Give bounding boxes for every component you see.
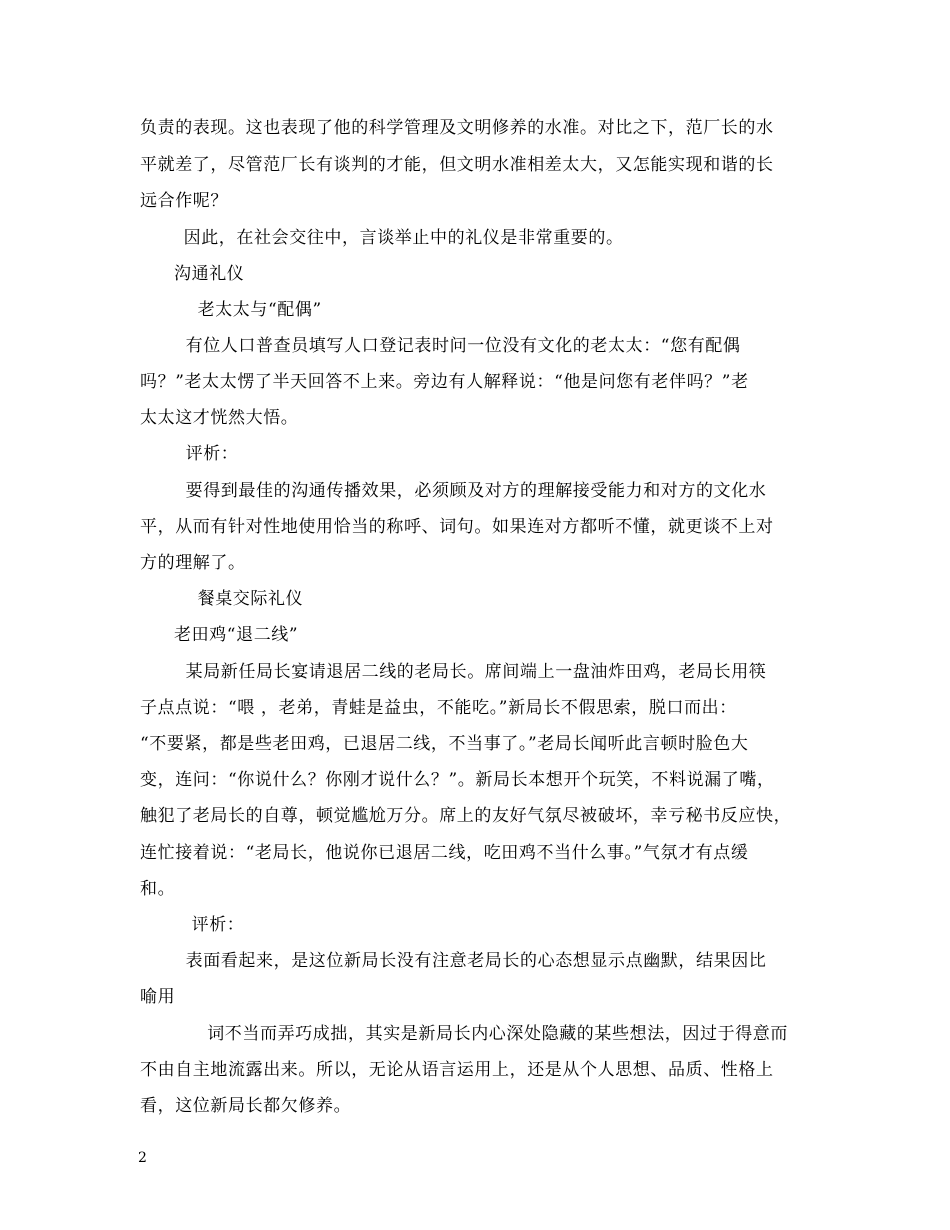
body-paragraph-line: 吗？”老太太愣了半天回答不上来。旁边有人解释说：“他是问您有老伴吗？”老	[140, 372, 749, 392]
analysis-label: 评析：	[168, 444, 239, 464]
analysis-label: 评析：	[174, 915, 245, 935]
body-paragraph-line: 词不当而弄巧成拙，其实是新局长内心深处隐藏的某些想法，因过于得意而	[172, 1024, 788, 1044]
body-paragraph-line: 表面看起来，是这位新局长没有注意老局长的心态想显示点幽默，结果因比	[168, 951, 767, 971]
body-paragraph-line: 子点点说：“喂 ，老弟，青蛙是益虫，不能吃。”新局长不假思索，脱口而出：	[140, 698, 737, 718]
body-paragraph-line: 有位人口普查员填写人口登记表时问一位没有文化的老太太：“您有配偶	[168, 336, 741, 356]
page-number: 2	[138, 1150, 147, 1166]
body-paragraph-line: 要得到最佳的沟通传播效果，必须顾及对方的理解接受能力和对方的文化水	[168, 481, 767, 501]
case-title: 老田鸡“退二线”	[174, 625, 299, 645]
body-paragraph-line: 太太这才恍然大悟。	[140, 408, 299, 428]
body-paragraph-line: “不要紧，都是些老田鸡，已退居二线，不当事了。”老局长闻听此言顿时脸色大	[140, 734, 749, 754]
body-paragraph-line: 不由自主地流露出来。所以，无论从语言运用上，还是从个人思想、品质、性格上	[140, 1060, 774, 1080]
body-paragraph-line: 和。	[140, 879, 176, 899]
body-paragraph-line: 远合作呢？	[140, 191, 228, 211]
section-heading: 沟通礼仪	[174, 264, 245, 284]
section-heading: 餐桌交际礼仪	[180, 589, 304, 609]
body-paragraph-line: 变，连问：“你说什么？你刚才说什么？”。新局长本想开个玩笑，不料说漏了嘴，	[140, 770, 775, 790]
body-paragraph-line: 平就差了，尽管范厂长有谈判的才能，但文明水准相差太大，又怎能实现和谐的长	[140, 155, 774, 175]
body-paragraph-line: 看，这位新局长都欠修养。	[140, 1096, 352, 1116]
body-paragraph-line: 因此，在社会交往中，言谈举止中的礼仪是非常重要的。	[166, 228, 624, 248]
body-paragraph-line: 喻用	[140, 987, 176, 1007]
body-paragraph-line: 触犯了老局长的自尊，顿觉尴尬万分。席上的友好气氛尽被破坏，幸亏秘书反应快，	[140, 806, 792, 826]
body-paragraph-line: 负责的表现。这也表现了他的科学管理及文明修养的水准。对比之下，范厂长的水	[140, 118, 774, 138]
body-paragraph-line: 平，从而有针对性地使用恰当的称呼、词句。如果连对方都听不懂，就更谈不上对	[140, 517, 774, 537]
case-title: 老太太与“配偶”	[180, 300, 322, 320]
body-paragraph-line: 方的理解了。	[140, 553, 246, 573]
body-paragraph-line: 某局新任局长宴请退居二线的老局长。席间端上一盘油炸田鸡，老局长用筷	[168, 662, 767, 682]
body-paragraph-line: 连忙接着说：“老局长，他说你已退居二线，吃田鸡不当什么事。”气氛才有点缓	[140, 843, 749, 863]
